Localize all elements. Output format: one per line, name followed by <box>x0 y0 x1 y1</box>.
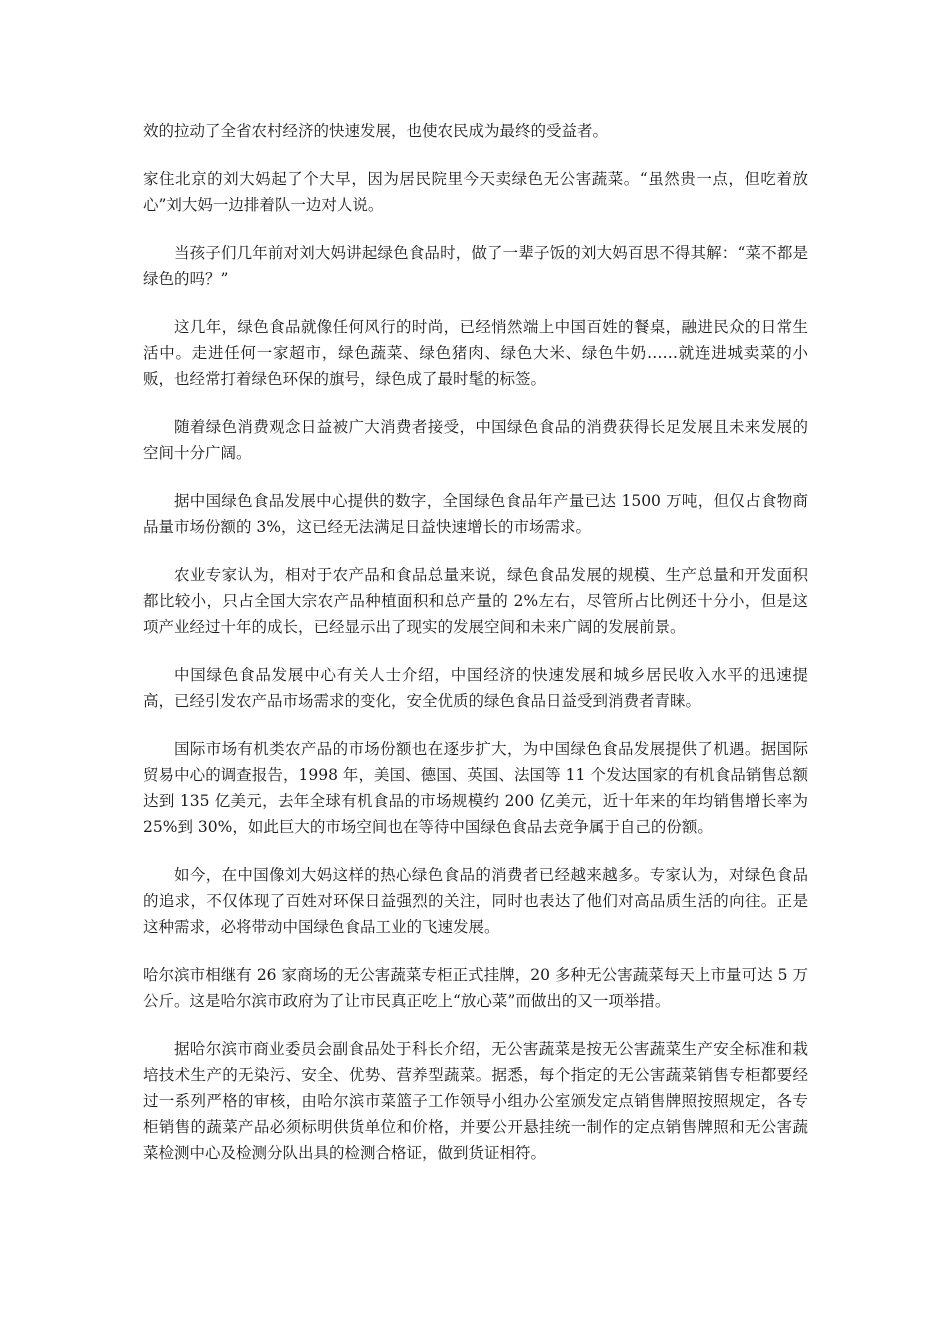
paragraph-11: 哈尔滨市相继有 26 家商场的无公害蔬菜专柜正式挂牌，20 多种无公害蔬菜每天上市量可达 5 万公斤。这是哈尔滨市政府为了让市民真正吃上“放心菜”而做出的又一项举措。 <box>143 966 808 1010</box>
paragraph-12: 据哈尔滨市商业委员会副食品处于科长介绍，无公害蔬菜是按无公害蔬菜生产安全标准和栽培技术生产的无染污、安全、优势、营养型蔬菜。据悉，每个指定的无公害蔬菜销售专柜都要经过一系列严格的审核，由哈尔滨市菜篮子工作领导小组办公室颁发定点销售牌照按照规定，各专柜销售的蔬菜产品必须标明供货单位和价格，并要公开悬挂统一制作的定点销售牌照和无公害蔬菜检测中心及检测分队出具的检测合格证，做到货证相符。 <box>143 1040 808 1162</box>
paragraph-9: 国际市场有机类农产品的市场份额也在逐步扩大，为中国绿色食品发展提供了机遇。据国际贸易中心的调查报告，1998 年，美国、德国、英国、法国等 11 个发达国家的有机食品销售总额达到 135 亿美元，去年全球有机食品的市场规模约 200 亿美元，近十年来的年均销售增长率为 25%到 30%，如此巨大的市场空间也在等待中国绿色食品去竞争属于自己的份额。 <box>143 740 808 836</box>
paragraph-3: 当孩子们几年前对刘大妈讲起绿色食品时，做了一辈子饭的刘大妈百思不得其解：“菜不都是绿色的吗？” <box>143 244 808 288</box>
paragraph-2: 家住北京的刘大妈起了个大早，因为居民院里今天卖绿色无公害蔬菜。“虽然贵一点，但吃着放心”刘大妈一边排着队一边对人说。 <box>143 170 808 214</box>
paragraph-4: 这几年，绿色食品就像任何风行的时尚，已经悄然端上中国百姓的餐桌，融进民众的日常生活中。走进任何一家超市，绿色蔬菜、绿色猪肉、绿色大米、绿色牛奶……就连进城卖菜的小贩，也经常打着绿色环保的旗号，绿色成了最时髦的标签。 <box>143 318 808 388</box>
document-page <box>143 118 808 1188</box>
paragraph-1: 效的拉动了全省农村经济的快速发展，也使农民成为最终的受益者。 <box>143 122 609 140</box>
paragraph-5: 随着绿色消费观念日益被广大消费者接受，中国绿色食品的消费获得长足发展且未来发展的空间十分广阔。 <box>143 418 808 462</box>
paragraph-10: 如今，在中国像刘大妈这样的热心绿色食品的消费者已经越来越多。专家认为，对绿色食品的追求，不仅体现了百姓对环保日益强烈的关注，同时也表达了他们对高品质生活的向往。正是这种需求，必将带动中国绿色食品工业的飞速发展。 <box>143 866 808 936</box>
paragraph-7: 农业专家认为，相对于农产品和食品总量来说，绿色食品发展的规模、生产总量和开发面积都比较小，只占全国大宗农产品种植面积和总产量的 2%左右，尽管所占比例还十分小，但是这项产业经过十年的成长，已经显示出了现实的发展空间和未来广阔的发展前景。 <box>143 566 808 636</box>
paragraph-8: 中国绿色食品发展中心有关人士介绍，中国经济的快速发展和城乡居民收入水平的迅速提高，已经引发农产品市场需求的变化，安全优质的绿色食品日益受到消费者青睐。 <box>143 666 808 710</box>
paragraph-6: 据中国绿色食品发展中心提供的数字，全国绿色食品年产量已达 1500 万吨，但仅占食物商品量市场份额的 3%，这已经无法满足日益快速增长的市场需求。 <box>143 492 808 536</box>
